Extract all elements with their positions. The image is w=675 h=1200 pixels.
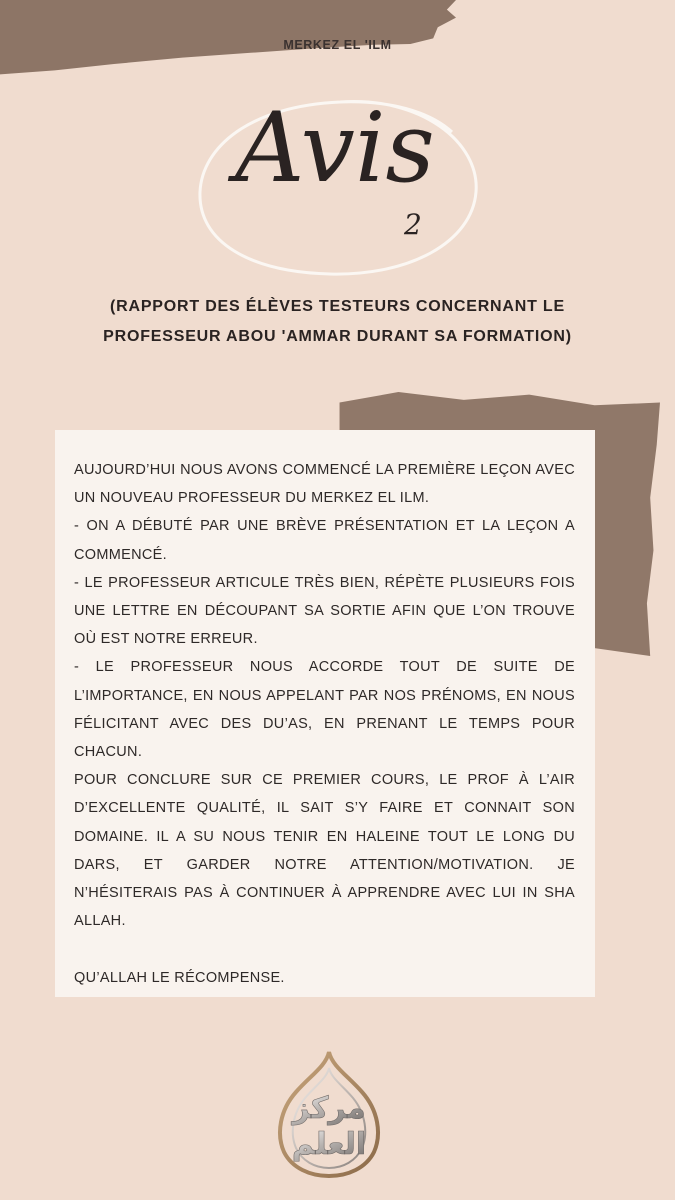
review-card bbox=[55, 430, 595, 997]
page-title: Avis bbox=[235, 92, 435, 204]
merkez-logo-icon bbox=[270, 1048, 388, 1178]
title-number: 2 bbox=[404, 208, 422, 241]
subtitle-line-2: PROFESSEUR ABOU 'AMMAR DURANT SA FORMATION) bbox=[103, 328, 572, 345]
subtitle bbox=[50, 292, 625, 352]
subtitle-line-1: (RAPPORT DES ÉLÈVES TESTEURS CONCERNANT LE bbox=[110, 298, 565, 315]
logo-arabic-line-1: مركز bbox=[292, 1091, 366, 1126]
brand-name: MERKEZ EL 'ILM bbox=[283, 38, 392, 52]
logo-arabic-line-2: العلم bbox=[291, 1127, 367, 1162]
review-text: AUJOURD’HUI NOUS AVONS COMMENCÉ LA PREMIÈRE LEÇON AVEC UN NOUVEAU PROFESSEUR DU MERKEZ EL ILM. - ON A DÉBUTÉ PAR UNE BRÈVE PRÉSENTATION ET LA LEÇON A COMMENCÉ. - LE PROFESSEUR ARTICULE TRÈS BIEN, RÉPÈTE PLUSIEURS FOIS UNE LETTRE EN DÉCOUPANT SA SORTIE AFIN QUE L’ON TROUVE OÙ EST NOTRE ERREUR. - LE PROFESSEUR NOUS ACCORDE TOUT DE SUITE DE L’IMPORTANCE, EN NOUS APPELANT PAR NOS PRÉNOMS, EN NOUS FÉLICITANT AVEC DES DU’AS, EN PRENANT LE TEMPS POUR CHACUN. POUR CONCLURE SUR CE PREMIER COURS, LE PROF À L’AIR D’EXCELLENTE QUALITÉ, IL SAIT S’Y FAIRE ET CONNAIT SON DOMAINE. IL A SU NOUS TENIR EN HALEINE TOUT LE LONG DU DARS, ET GARDER NOTRE ATTENTION/MOTIVATION. JE N’HÉSITERAIS PAS À CONTINUER À APPRENDRE AVEC LUI IN SHA ALLAH. QU’ALLAH LE RÉCOMPENSE. bbox=[74, 462, 575, 986]
